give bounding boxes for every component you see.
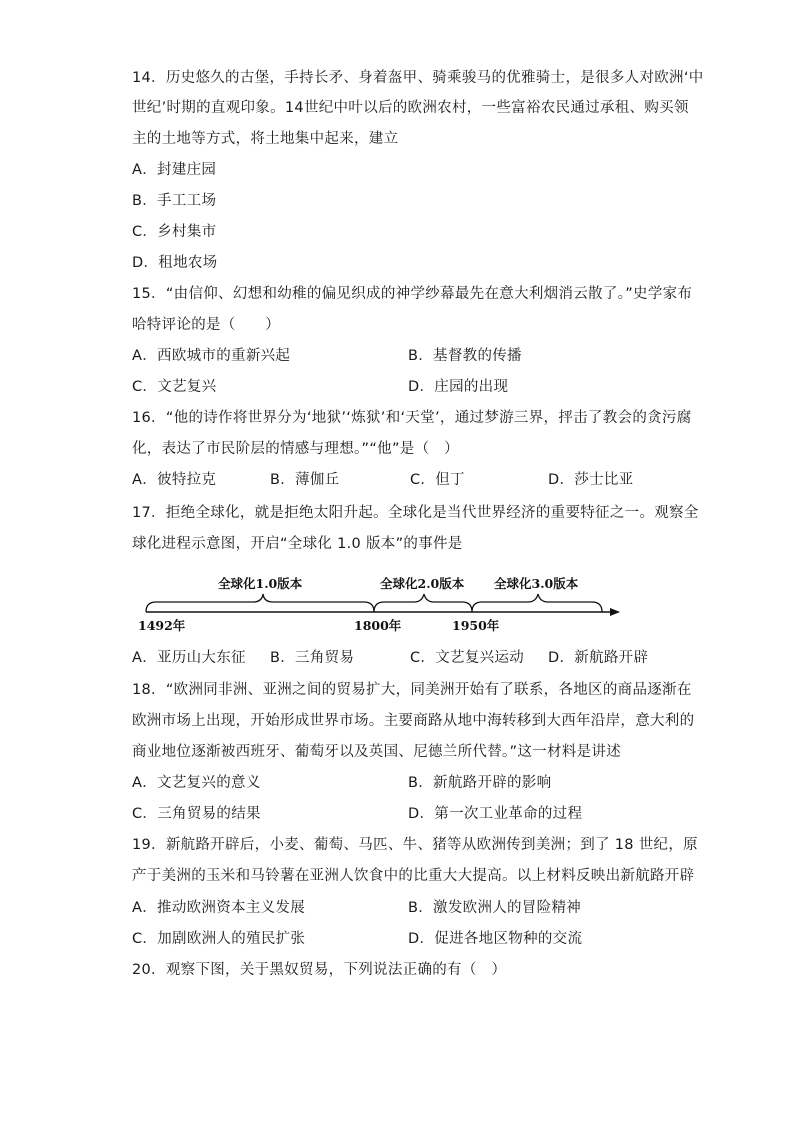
q15-option-a: A．西欧城市的重新兴起 [132, 348, 291, 364]
q19-stem-line-1: 19．新航路开辟后，小麦、葡萄、马匹、牛、猪等从欧洲传到美洲；到了 18 世纪，原 [132, 837, 698, 853]
q19-option-c: C．加剧欧洲人的殖民扩张 [132, 931, 306, 947]
q17-stem-line-1: 17．拒绝全球化，就是拒绝太阳升起。全球化是当代世界经济的重要特征之一。观察全 [132, 505, 699, 521]
q18-stem-line-3: 商业地位逐渐被西班牙、葡萄牙以及英国、尼德兰所代替。”这一材料是讲述 [132, 744, 621, 760]
q18-option-b: B．新航路开辟的影响 [408, 775, 552, 791]
label-global-3-0: 全球化3.0版本 [494, 576, 579, 591]
q19-option-b: B．激发欧洲人的冒险精神 [408, 900, 582, 916]
q16-option-b: B．薄伽丘 [270, 472, 340, 488]
q14-option-b: B．手工工场 [132, 193, 217, 209]
q14-stem-line-1: 14．历史悠久的古堡，手持长矛、身着盔甲、骑乘骏马的优雅骑士，是很多人对欧洲‘中 [132, 70, 704, 86]
q14-stem-line-2: 世纪’时期的直观印象。14世纪中叶以后的欧洲农村，一些富裕农民通过承租、购买领 [132, 100, 689, 116]
q17-option-a: A．亚历山大东征 [132, 650, 246, 666]
brace-3-0 [472, 594, 602, 612]
label-global-1-0: 全球化1.0版本 [218, 576, 303, 591]
q15-option-c: C．文艺复兴 [132, 379, 217, 395]
q19-stem-line-2: 产于美洲的玉米和马铃薯在亚洲人饮食中的比重大大提高。以上材料反映出新航路开辟 [132, 868, 695, 884]
q18-stem-line-1: 18．“欧洲同非洲、亚洲之间的贸易扩大，同美洲开始有了联系，各地区的商品逐渐在 [132, 682, 692, 698]
q18-stem-line-2: 欧洲市场上出现，开始形成世界市场。主要商路从地中海转移到大西年沿岸，意大利的 [132, 713, 695, 729]
q17-option-c: C．文艺复兴运动 [410, 650, 525, 666]
year-1800: 1800年 [354, 618, 402, 633]
q15-option-d: D．庄园的出现 [408, 379, 509, 395]
q14-option-d: D．租地农场 [132, 255, 218, 271]
q17-stem-line-2: 球化进程示意图，开启“全球化 1.0 版本”的事件是 [132, 536, 463, 552]
q16-stem-line-1: 16．“他的诗作将世界分为‘地狱’‘炼狱’和‘天堂’，通过梦游三界，抨击了教会的贪污腐 [132, 410, 692, 426]
q15-stem-line-1: 15．“由信仰、幻想和幼稚的偏见织成的神学纱幕最先在意大利烟消云散了。”史学家布 [132, 286, 693, 302]
label-global-2-0: 全球化2.0版本 [380, 576, 465, 591]
q15-stem-line-2: 哈特评论的是（ ） [132, 317, 280, 333]
q20-stem-line-1: 20．观察下图，关于黑奴贸易，下列说法正确的有（ ） [132, 962, 507, 978]
q15-option-b: B．基督教的传播 [408, 348, 522, 364]
q19-option-a: A．推动欧洲资本主义发展 [132, 900, 306, 916]
q18-option-a: A．文艺复兴的意义 [132, 775, 261, 791]
q14-stem-line-3: 主的土地等方式，将土地集中起来，建立 [132, 131, 399, 147]
q16-option-d: D．莎士比亚 [548, 472, 634, 488]
q19-option-d: D．促进各地区物种的交流 [408, 931, 583, 947]
q14-option-a: A．封建庄园 [132, 162, 217, 178]
q16-option-a: A．彼特拉克 [132, 472, 217, 488]
brace-1-0 [146, 594, 374, 612]
q18-option-c: C．三角贸易的结果 [132, 806, 261, 822]
q16-stem-line-2: 化，表达了市民阶层的情感与理想。”“他”是（ ） [132, 441, 459, 457]
q17-option-d: D．新航路开辟 [548, 650, 649, 666]
year-1950: 1950年 [452, 618, 500, 633]
year-1492: 1492年 [138, 618, 186, 633]
timeline-arrow-icon [610, 608, 620, 616]
q17-option-b: B．三角贸易 [270, 650, 355, 666]
q16-option-c: C．但丁 [410, 472, 465, 488]
brace-2-0 [374, 594, 472, 612]
q14-option-c: C．乡村集市 [132, 224, 217, 240]
q18-option-d: D．第一次工业革命的过程 [408, 806, 583, 822]
globalization-timeline [132, 566, 622, 636]
